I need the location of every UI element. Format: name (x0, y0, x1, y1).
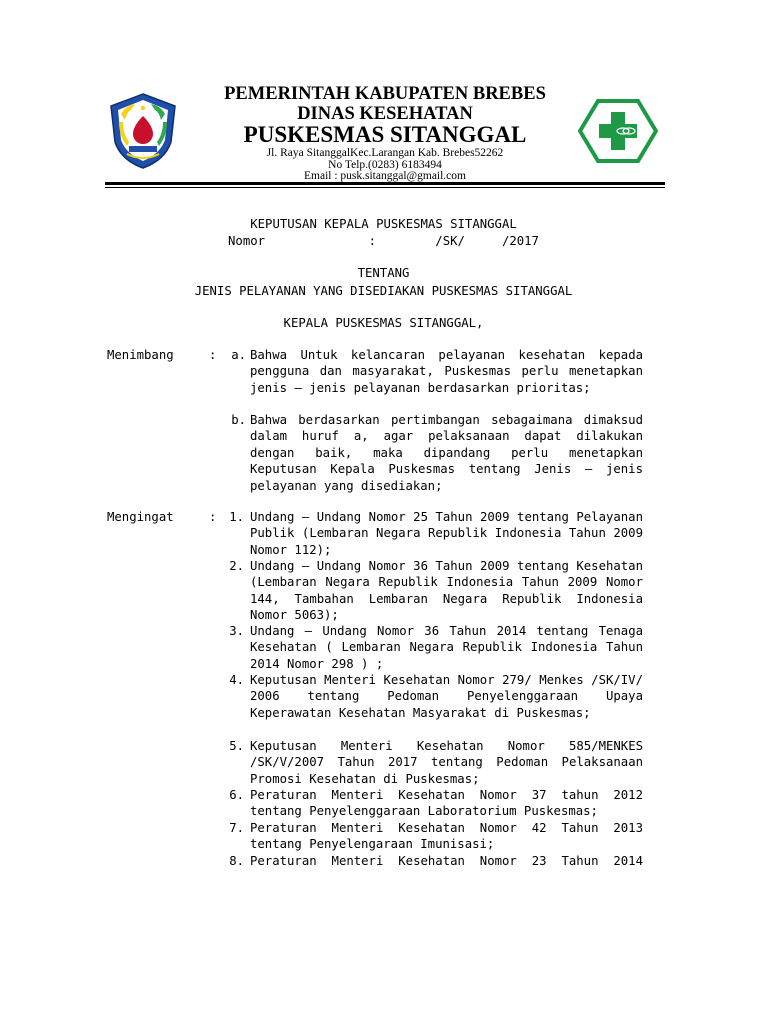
mengingat-marker-8: 8. (229, 854, 244, 868)
mengingat-marker-5: 5. (229, 739, 244, 753)
letterhead-rule-thick (105, 182, 665, 185)
menimbang-item-b: Bahwa berdasarkan pertimbangan sebagaimana dimaksud dalam huruf a, agar pelaksanaan dapat dilakukan dengan baik, maka dipandang perlu menetapkan Keputusan Kepala Puskesmas tentang Jenis – jenis pelayanan yang disediakan; (250, 413, 643, 493)
mengingat-item-5: Keputusan Menteri Kesehatan Nomor 585/MENKES /SK/V/2007 Tahun 2017 tentang Pedoman Pelaksanaan Promosi Kesehatan di Puskesmas; (250, 739, 643, 786)
mengingat-marker-6: 6. (229, 788, 244, 802)
mengingat-item-2: Undang – Undang Nomor 36 Tahun 2009 tentang Kesehatan (Lembaran Negara Republik Indonesia Tahun 2009 Nomor 144, Tambahan Lembaran Negara Republik Indonesia Nomor 5063); (250, 559, 643, 623)
mengingat-marker-4: 4. (229, 673, 244, 687)
mengingat-item-3: Undang – Undang Nomor 36 Tahun 2014 tentang Tenaga Kesehatan ( Lembaran Negara Republik Indonesia Tahun 2014 Nomor 298 ) ; (250, 624, 643, 671)
letterhead-institution: PUSKESMAS SITANGGAL (243, 122, 527, 147)
decree-number: Nomor : /SK/ /2017 (228, 234, 539, 248)
letterhead-address: Jl. Raya SitanggalKec.Larangan Kab. Brebes52262 (266, 147, 504, 159)
decree-authority: KEPALA PUSKESMAS SITANGGAL, (283, 316, 484, 330)
menimbang-marker-a: a. (231, 348, 246, 362)
tentang-heading: TENTANG (357, 266, 410, 280)
mengingat-marker-1: 1. (229, 510, 244, 524)
letterhead-phone: No Telp.(0283) 6183494 (328, 159, 442, 171)
decree-title: KEPUTUSAN KEPALA PUSKESMAS SITANGGAL (250, 217, 517, 231)
mengingat-item-1: Undang – Undang Nomor 25 Tahun 2009 tentang Pelayanan Publik (Lembaran Negara Republik Indonesia Tahun 2009 Nomor 112); (250, 510, 643, 557)
mengingat-marker-7: 7. (229, 821, 244, 835)
mengingat-item-4: Keputusan Menteri Kesehatan Nomor 279/ Menkes /SK/IV/ 2006 tentang Pedoman Penyelenggaraan Upaya Keperawatan Kesehatan Masyarakat di Puskesmas; (250, 673, 643, 720)
decree-subject: JENIS PELAYANAN YANG DISEDIAKAN PUSKESMAS SITANGGAL (194, 284, 573, 298)
brebes-regency-emblem (105, 92, 181, 170)
puskesmas-green-cross-logo (578, 98, 658, 164)
menimbang-label: Menimbang (107, 348, 174, 362)
mengingat-item-8: Peraturan Menteri Kesehatan Nomor 23 Tahun 2014 (250, 854, 643, 868)
letterhead-government: PEMERINTAH KABUPATEN BREBES (224, 84, 546, 104)
mengingat-item-6: Peraturan Menteri Kesehatan Nomor 37 tahun 2012 tentang Penyelenggaraan Laboratorium Puskesmas; (250, 788, 643, 819)
mengingat-label: Mengingat (107, 510, 174, 524)
menimbang-item-a: Bahwa Untuk kelancaran pelayanan kesehatan kepada pengguna dan masyarakat, Puskesmas perlu menetapkan jenis – jenis pelayanan berdasarkan prioritas; (250, 348, 643, 395)
letterhead-department: DINAS KESEHATAN (297, 104, 473, 124)
letterhead-email: Email : pusk.sitanggal@gmail.com (304, 170, 466, 182)
mengingat-marker-2: 2. (229, 559, 244, 573)
mengingat-colon: : (209, 510, 217, 524)
letterhead-rule-thin (105, 187, 665, 188)
menimbang-colon: : (209, 348, 217, 362)
mengingat-item-7: Peraturan Menteri Kesehatan Nomor 42 Tahun 2013 tentang Penyelengaraan Imunisasi; (250, 821, 643, 852)
menimbang-marker-b: b. (231, 413, 246, 427)
mengingat-marker-3: 3. (229, 624, 244, 638)
